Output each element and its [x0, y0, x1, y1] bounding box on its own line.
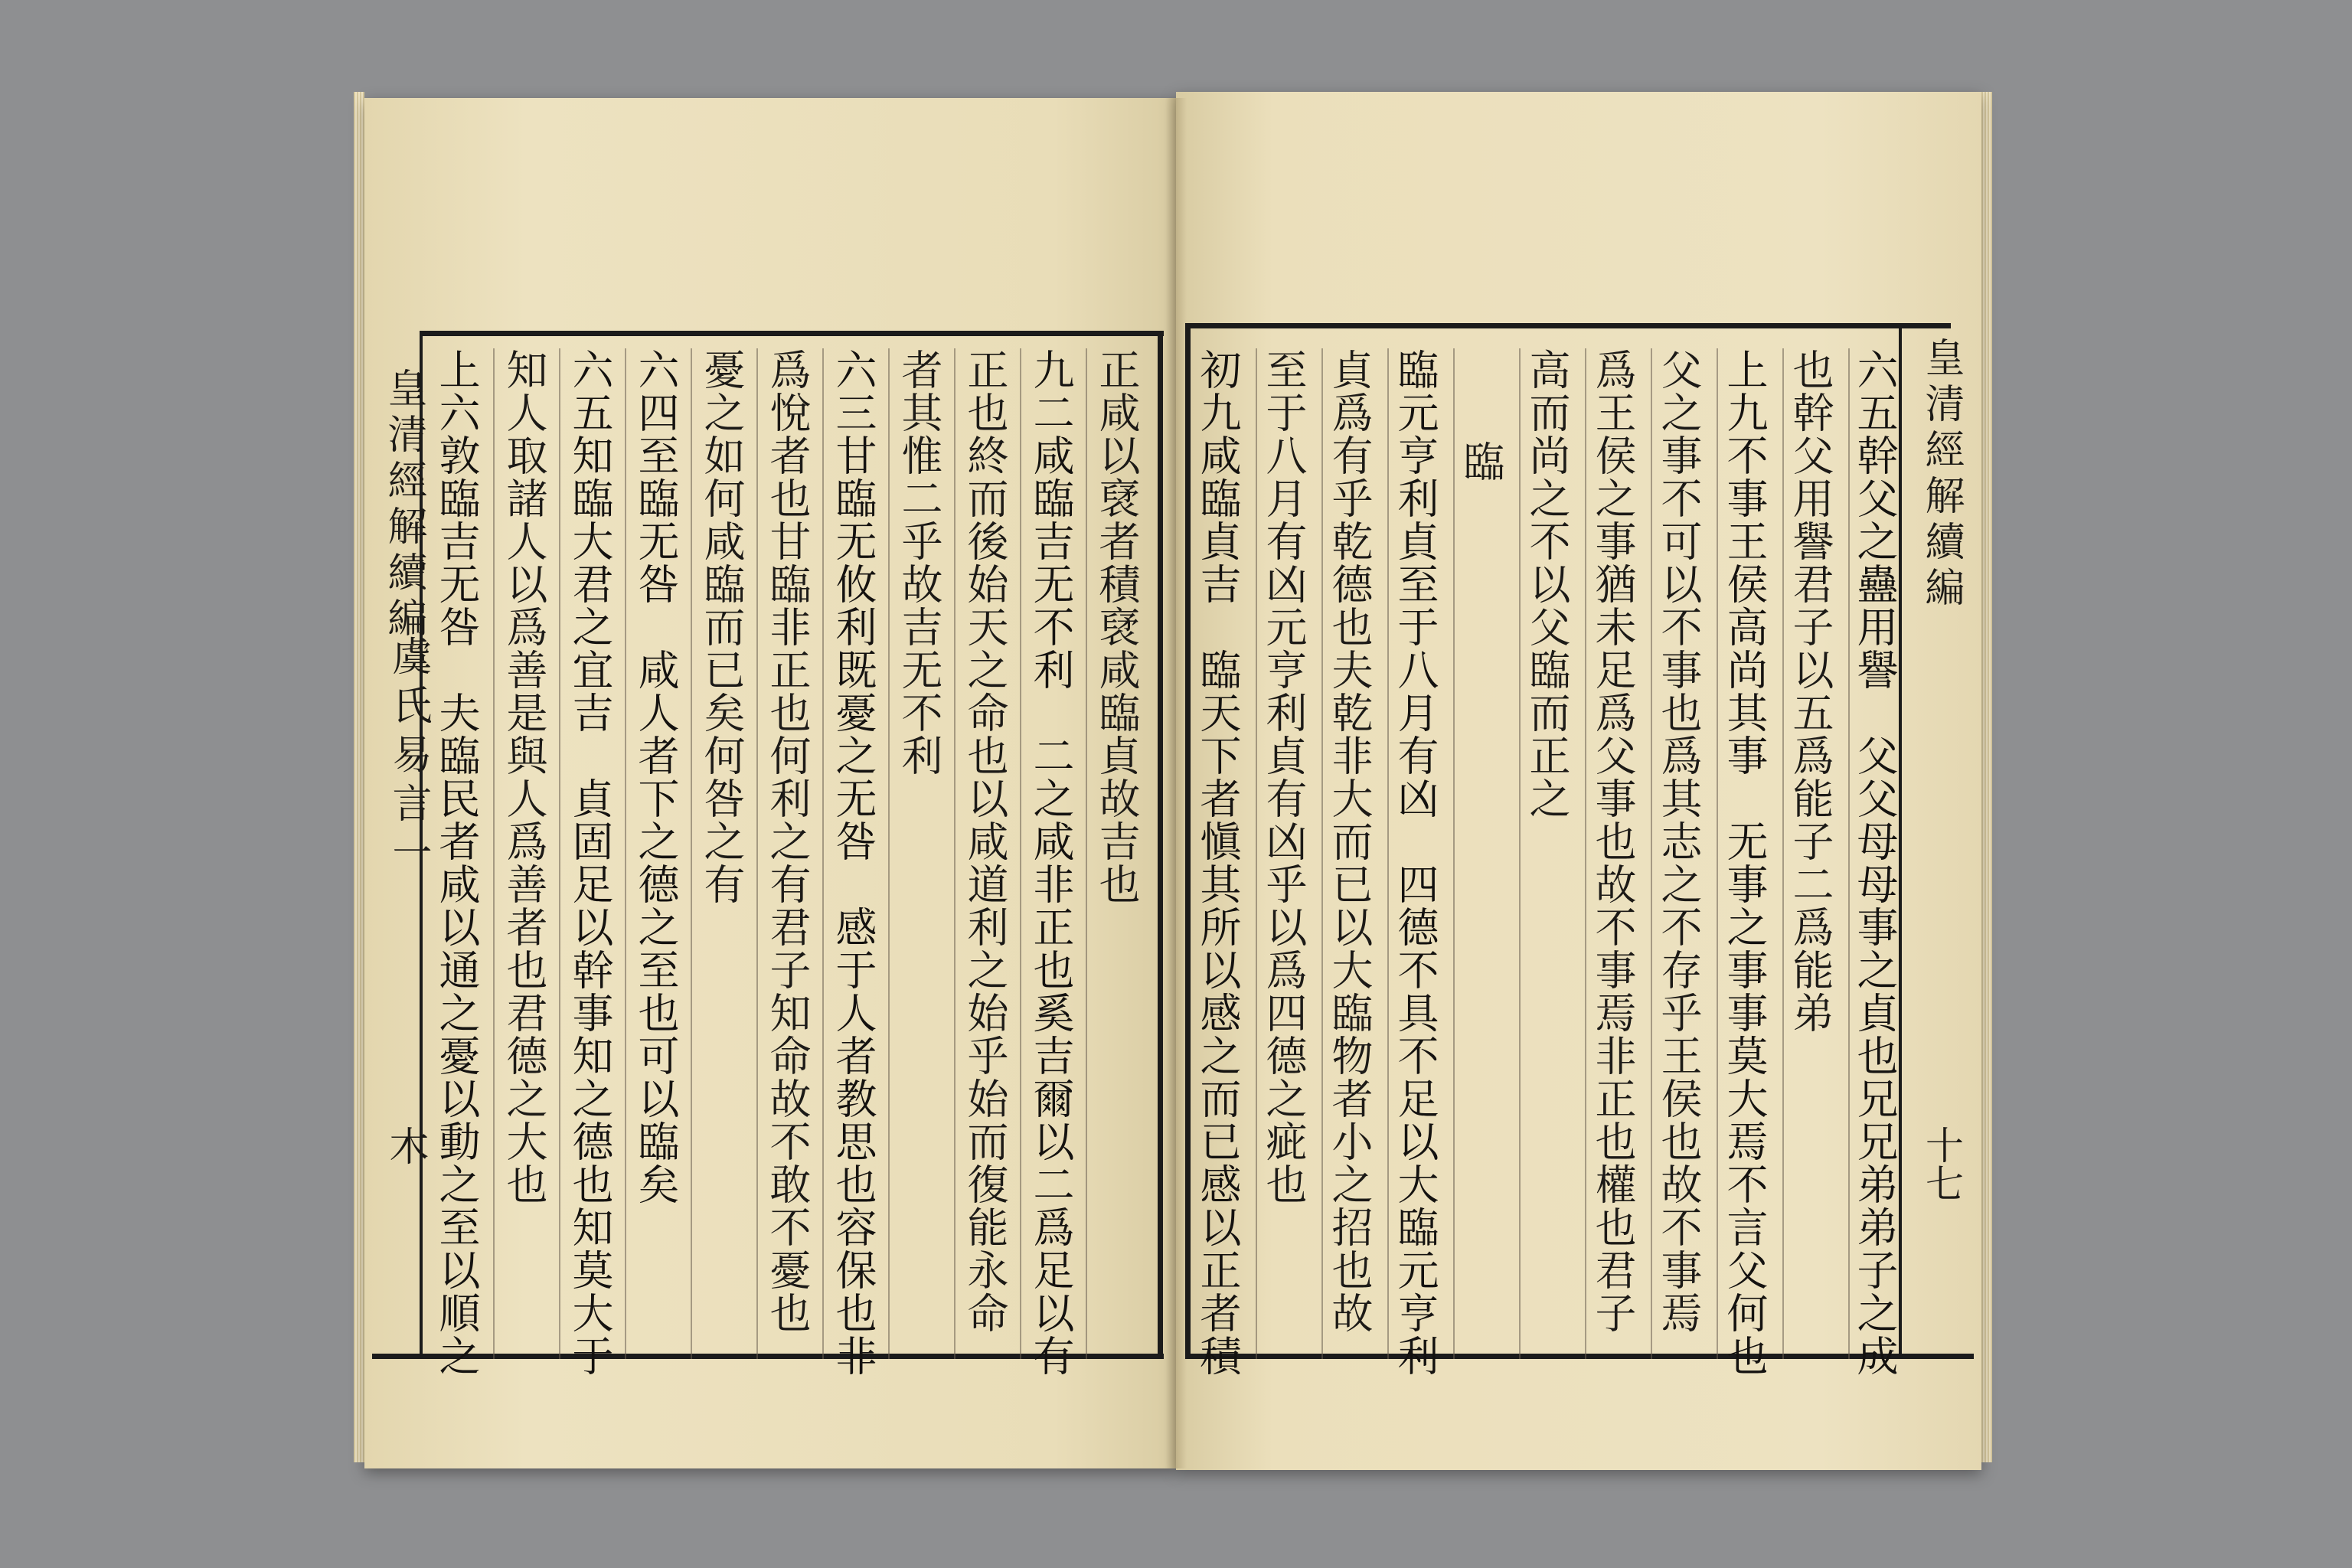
- text-column: 者其惟二乎故吉无不利: [895, 348, 943, 777]
- column-rule: [822, 348, 824, 1359]
- column-rule: [756, 348, 758, 1359]
- text-column: 爲悅者也甘臨非正也何利之有君子知命故不敢不憂也: [763, 348, 812, 1334]
- column-rule: [1519, 348, 1521, 1359]
- column-rule: [1453, 348, 1455, 1359]
- right-margin-title: 皇清經解續編: [1918, 337, 1964, 612]
- column-rule: [691, 348, 692, 1359]
- column-rule: [493, 348, 495, 1359]
- text-column: 六四至臨无咎 咸人者下之德之至也可以臨矣: [632, 348, 680, 1206]
- section-heading: 臨: [1457, 440, 1505, 483]
- right-folio: 十七: [1919, 1125, 1964, 1202]
- book-gutter: [1165, 98, 1187, 1468]
- text-column: 臨元亨利貞至于八月有凶 四德不具不足以大臨元亨利: [1391, 348, 1439, 1377]
- column-rule: [1321, 348, 1323, 1359]
- right-frame-left: [1185, 323, 1191, 1359]
- page-edge-right: [1981, 92, 1992, 1462]
- text-column: 上九不事王侯高尚其事 无事之事事莫大焉不言父何也: [1720, 348, 1769, 1377]
- column-rule: [1848, 348, 1850, 1359]
- left-margin-title: 皇清經解續編: [381, 368, 426, 643]
- column-rule: [559, 348, 560, 1359]
- column-rule: [1387, 348, 1389, 1359]
- text-column: 九二咸臨吉无不利 二之咸非正也奚吉爾以二爲足以有: [1027, 348, 1075, 1377]
- text-column: 六五幹父之蠱用譽 父父母母事之貞也兄兄弟弟子之成: [1851, 348, 1899, 1377]
- text-column: 六五知臨大君之宜吉 貞固足以幹事知之德也知莫大于: [566, 348, 614, 1377]
- left-frame-top: [420, 331, 1164, 336]
- text-column: 上六敦臨吉无咎 夫臨民者咸以通之憂以動之至以順之: [433, 348, 481, 1377]
- column-rule: [1256, 348, 1257, 1359]
- right-frame-right: [1899, 323, 1902, 1359]
- text-column: 父之事不可以不事也爲其志之不存乎王侯也故不事焉: [1655, 348, 1703, 1334]
- column-rule: [625, 348, 626, 1359]
- page-edge-left: [354, 92, 364, 1462]
- left-margin-subtitle: 虞氏易言一: [385, 635, 431, 880]
- text-column: 至于八月有凶元亨利貞有凶乎以爲四德之疵也: [1259, 348, 1308, 1206]
- column-rule: [1086, 348, 1087, 1359]
- text-column: 貞爲有乎乾德也夫乾非大而已以大臨物者小之招也故: [1325, 348, 1374, 1334]
- left-margin-mark: 木: [382, 1125, 428, 1165]
- column-rule: [954, 348, 956, 1359]
- text-column: 初九咸臨貞吉 臨天下者愼其所以感之而已感以正者積: [1194, 348, 1242, 1377]
- column-rule: [888, 348, 890, 1359]
- text-column: 高而尚之不以父臨而正之: [1523, 348, 1571, 820]
- text-column: 知人取諸人以爲善是與人爲善者也君德之大也: [500, 348, 548, 1206]
- text-column: 憂之如何咸臨而已矣何咎之有: [697, 348, 746, 906]
- text-column: 六三甘臨无攸利既憂之无咎 感于人者教思也容保也非: [829, 348, 877, 1377]
- column-rule: [1585, 348, 1586, 1359]
- column-rule: [1020, 348, 1021, 1359]
- right-frame-top: [1185, 323, 1951, 328]
- column-rule: [1717, 348, 1718, 1359]
- column-rule: [1651, 348, 1652, 1359]
- text-column: 正也終而後始天之命也以咸道利之始乎始而復能永命: [961, 348, 1009, 1334]
- column-rule: [1782, 348, 1784, 1359]
- left-frame-right: [1158, 331, 1163, 1359]
- text-column: 爲王侯之事猶未足爲父事也故不事焉非正也權也君子: [1589, 348, 1637, 1334]
- text-column: 正咸以裦者積裦咸臨貞故吉也: [1093, 348, 1141, 906]
- text-column: 也幹父用譽君子以五爲能子二爲能弟: [1786, 348, 1834, 1034]
